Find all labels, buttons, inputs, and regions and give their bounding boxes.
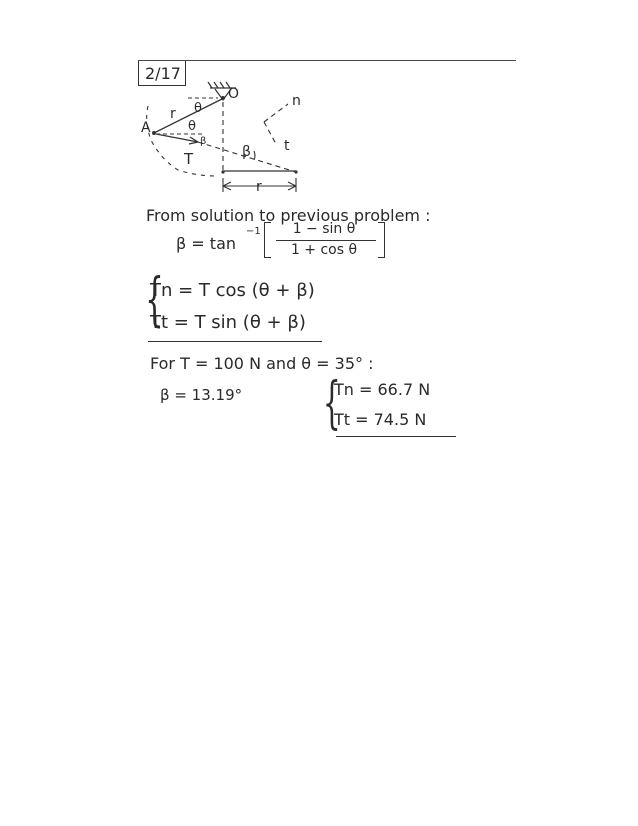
tt-value: Tt = 74.5 N — [334, 410, 427, 429]
base-point-right — [294, 170, 297, 173]
equations-underline — [148, 341, 322, 342]
label-r-base: r — [256, 179, 262, 195]
t-axis — [264, 122, 276, 144]
label-beta-small: β — [200, 136, 207, 147]
label-tension: T — [184, 150, 194, 168]
system-brace: { — [145, 265, 164, 333]
label-theta-top: θ — [194, 101, 202, 116]
tn-value: Tn = 66.7 N — [334, 380, 431, 399]
label-beta-right: β — [242, 144, 251, 160]
label-n: n — [292, 93, 301, 109]
tn-equation: Tn = T cos (θ + β) — [150, 280, 315, 301]
problem-number: 2/17 — [145, 64, 181, 83]
given-line: For T = 100 N and θ = 35° : — [150, 354, 374, 373]
beta-angle-arc — [254, 151, 255, 160]
label-r-arm: r — [170, 106, 176, 122]
results-underline — [336, 436, 456, 437]
label-theta-mid: θ — [188, 119, 196, 134]
point-a — [152, 131, 156, 135]
base-point-left — [221, 170, 224, 173]
intro-line: From solution to previous problem : — [146, 206, 431, 225]
label-a: A — [141, 120, 151, 136]
result-brace: { — [322, 371, 341, 436]
arc-path — [147, 106, 218, 176]
right-square-bracket — [378, 222, 385, 258]
tt-equation: Tt = T sin (θ + β) — [150, 312, 306, 333]
label-t: t — [284, 138, 290, 154]
beta-value: β = 13.19° — [160, 386, 243, 404]
n-axis — [264, 104, 288, 122]
label-o: O — [228, 86, 240, 102]
fraction-bar — [276, 240, 376, 241]
beta-formula-lhs: β = tan — [176, 234, 237, 253]
left-square-bracket — [264, 222, 271, 258]
fraction-numerator: 1 − sin θ — [292, 221, 356, 237]
tan-exponent: −1 — [246, 226, 261, 237]
pendulum-diagram — [138, 60, 318, 200]
fraction-denominator: 1 + cos θ — [290, 242, 358, 258]
